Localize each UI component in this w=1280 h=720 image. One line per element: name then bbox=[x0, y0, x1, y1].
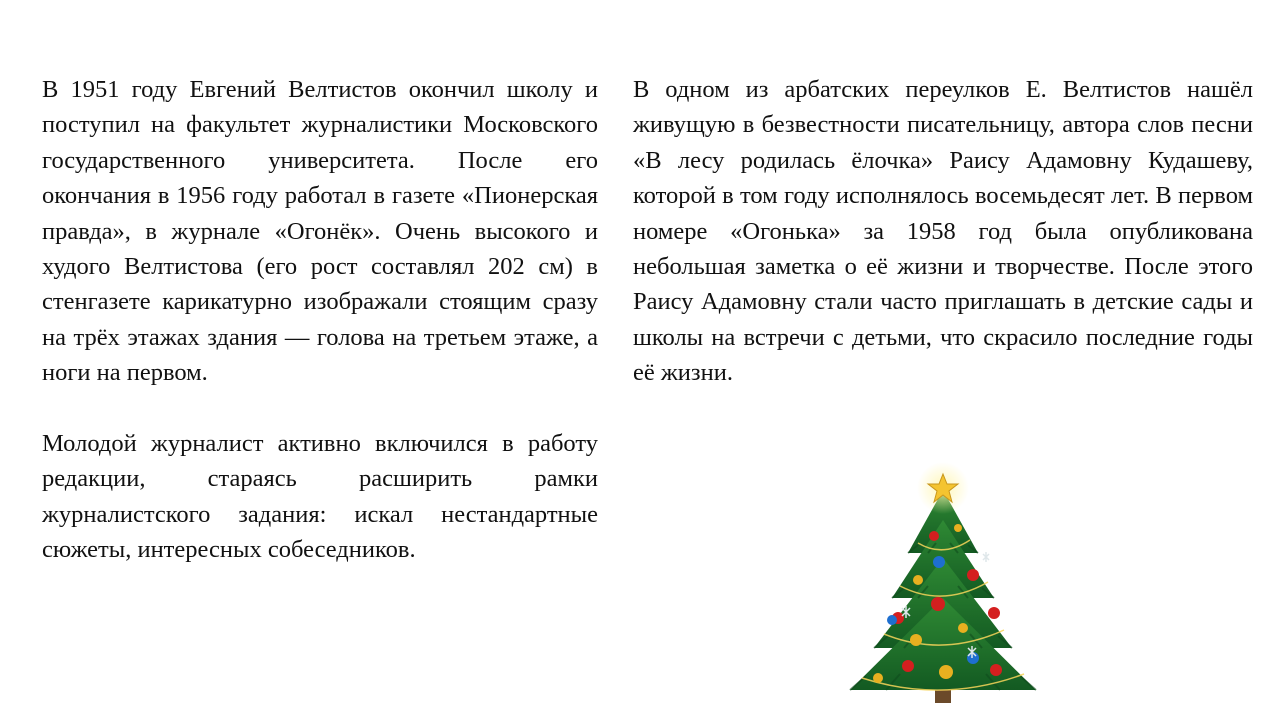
christmas-tree-icon bbox=[838, 458, 1048, 708]
right-paragraph-1: В одном из арбатских переулков Е. Велтистов нашёл живущую в безвестности писательницу, автора слов песни «В лесу родилась ёлочка» Раису Адамовну Кудашеву, которой в том году исполнялось восемьдесят лет. В первом номере «Огонька» за 1958 год была опубликована небольшая заметка о её жизни и творчестве. После этого Раису Адамовну стали часто приглашать в детские сады и школы на встречи с детьми, что скрасило последние годы её жизни. bbox=[633, 76, 1253, 387]
left-paragraph-2: Молодой журналист активно включился в работу редакции, стараясь расширить рамки журналистского задания: искал нестандартные сюжеты, интересных собеседников. bbox=[42, 430, 598, 564]
right-text-column bbox=[633, 72, 1253, 391]
left-paragraph-1: В 1951 году Евгений Велтистов окончил школу и поступил на факультет журналистики Московского государственного университета. После его окончания в 1956 году работал в газете «Пионерская правда», в журнале «Огонёк». Очень высокого и худого Велтистова (его рост составлял 202 см) в стенгазете карикатурно изображали стоящим сразу на трёх этажах здания — голова на третьем этаже, а ноги на первом. bbox=[42, 76, 598, 387]
left-text-column bbox=[42, 72, 598, 568]
